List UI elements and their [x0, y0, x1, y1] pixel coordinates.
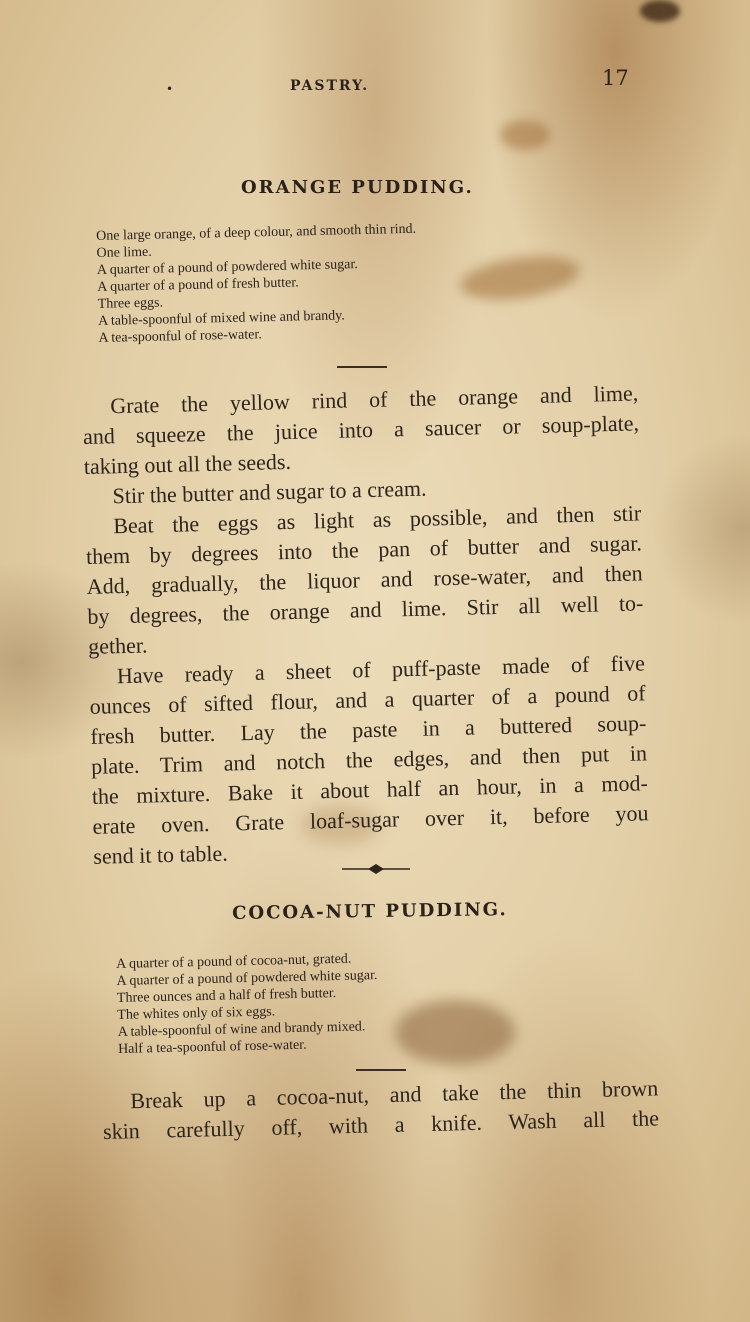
text-line: Add, gradually, the liquor and rose-water, and then [86, 560, 643, 599]
text-line: and squeeze the juice into a saucer or soup-plate, [82, 410, 640, 449]
text-line: skin carefully off, with a knife. Wash all the [102, 1105, 660, 1144]
ingredient-list-orange [96, 221, 419, 347]
section-rule [356, 1069, 406, 1071]
ingredient-item: A tea-spoonful of rose-water. [98, 327, 262, 346]
text-line: send it to table. [93, 840, 229, 869]
text-line: the mixture. Bake it about half an hour, in a mod- [91, 770, 649, 809]
text-line: taking out all the seeds. [83, 448, 292, 479]
ingredient-item: A quarter of a pound of fresh butter. [97, 275, 299, 295]
ingredient-item: A table-spoonful of mixed wine and brandy. [97, 308, 345, 329]
page-number: 17 [602, 66, 629, 90]
ornamental-divider [340, 862, 412, 876]
recipe-title-orange-pudding: ORANGE PUDDING. [241, 177, 474, 198]
water-stain [500, 120, 550, 150]
text-line: Have ready a sheet of puff-paste made of five [116, 650, 646, 689]
text-line: ounces of sifted flour, and a quarter of a pound of [89, 680, 646, 719]
recipe-text-orange [82, 378, 650, 871]
text-line: plate. Trim and notch the edges, and then put in [90, 740, 648, 779]
text-line: by degrees, the orange and lime. Stir all well to- [87, 590, 644, 629]
ingredient-item: A table-spoonful of wine and brandy mixed. [117, 1019, 366, 1040]
water-stain [395, 1000, 515, 1065]
text-line: Break up a cocoa-nut, and take the thin brown [130, 1075, 659, 1114]
text-line: fresh butter. Lay the paste in a buttered soup- [90, 710, 647, 749]
ingredient-item: The whites only of six eggs. [117, 1004, 276, 1023]
text-line: them by degrees into the pan of butter and sugar. [85, 530, 643, 569]
ingredient-item: A quarter of a pound of cocoa-nut, grated. [116, 951, 352, 972]
water-stain [458, 250, 582, 306]
ingredient-item: A quarter of a pound of powdered white sugar. [116, 968, 378, 989]
ingredient-list-cocoa-nut [116, 950, 379, 1058]
ingredient-item: A quarter of a pound of powdered white sugar. [96, 257, 358, 278]
text-line: gether. [87, 632, 148, 659]
ink-blot [640, 0, 680, 22]
ingredient-item: Three eggs. [97, 295, 164, 312]
head-dot: • [166, 82, 174, 96]
section-rule [337, 366, 387, 368]
recipe-title-cocoa-nut-pudding: COCOA-NUT PUDDING. [232, 899, 508, 924]
text-line: Beat the eggs as light as possible, and then stir [112, 500, 642, 539]
running-head: PASTRY. [290, 78, 370, 94]
ingredient-item: One large orange, of a deep colour, and smooth thin rind. [96, 221, 417, 244]
text-line: Grate the yellow rind of the orange and lime, [110, 380, 639, 419]
text-line: Stir the butter and sugar to a cream. [112, 475, 427, 509]
recipe-text-cocoa-nut [102, 1073, 659, 1147]
text-line: erate oven. Grate loaf-sugar over it, before you [92, 800, 649, 839]
ingredient-item: Three ounces and a half of fresh butter. [116, 986, 337, 1006]
ingredient-item: Half a tea-spoonful of rose-water. [117, 1037, 307, 1057]
ingredient-item: One lime. [96, 244, 152, 261]
